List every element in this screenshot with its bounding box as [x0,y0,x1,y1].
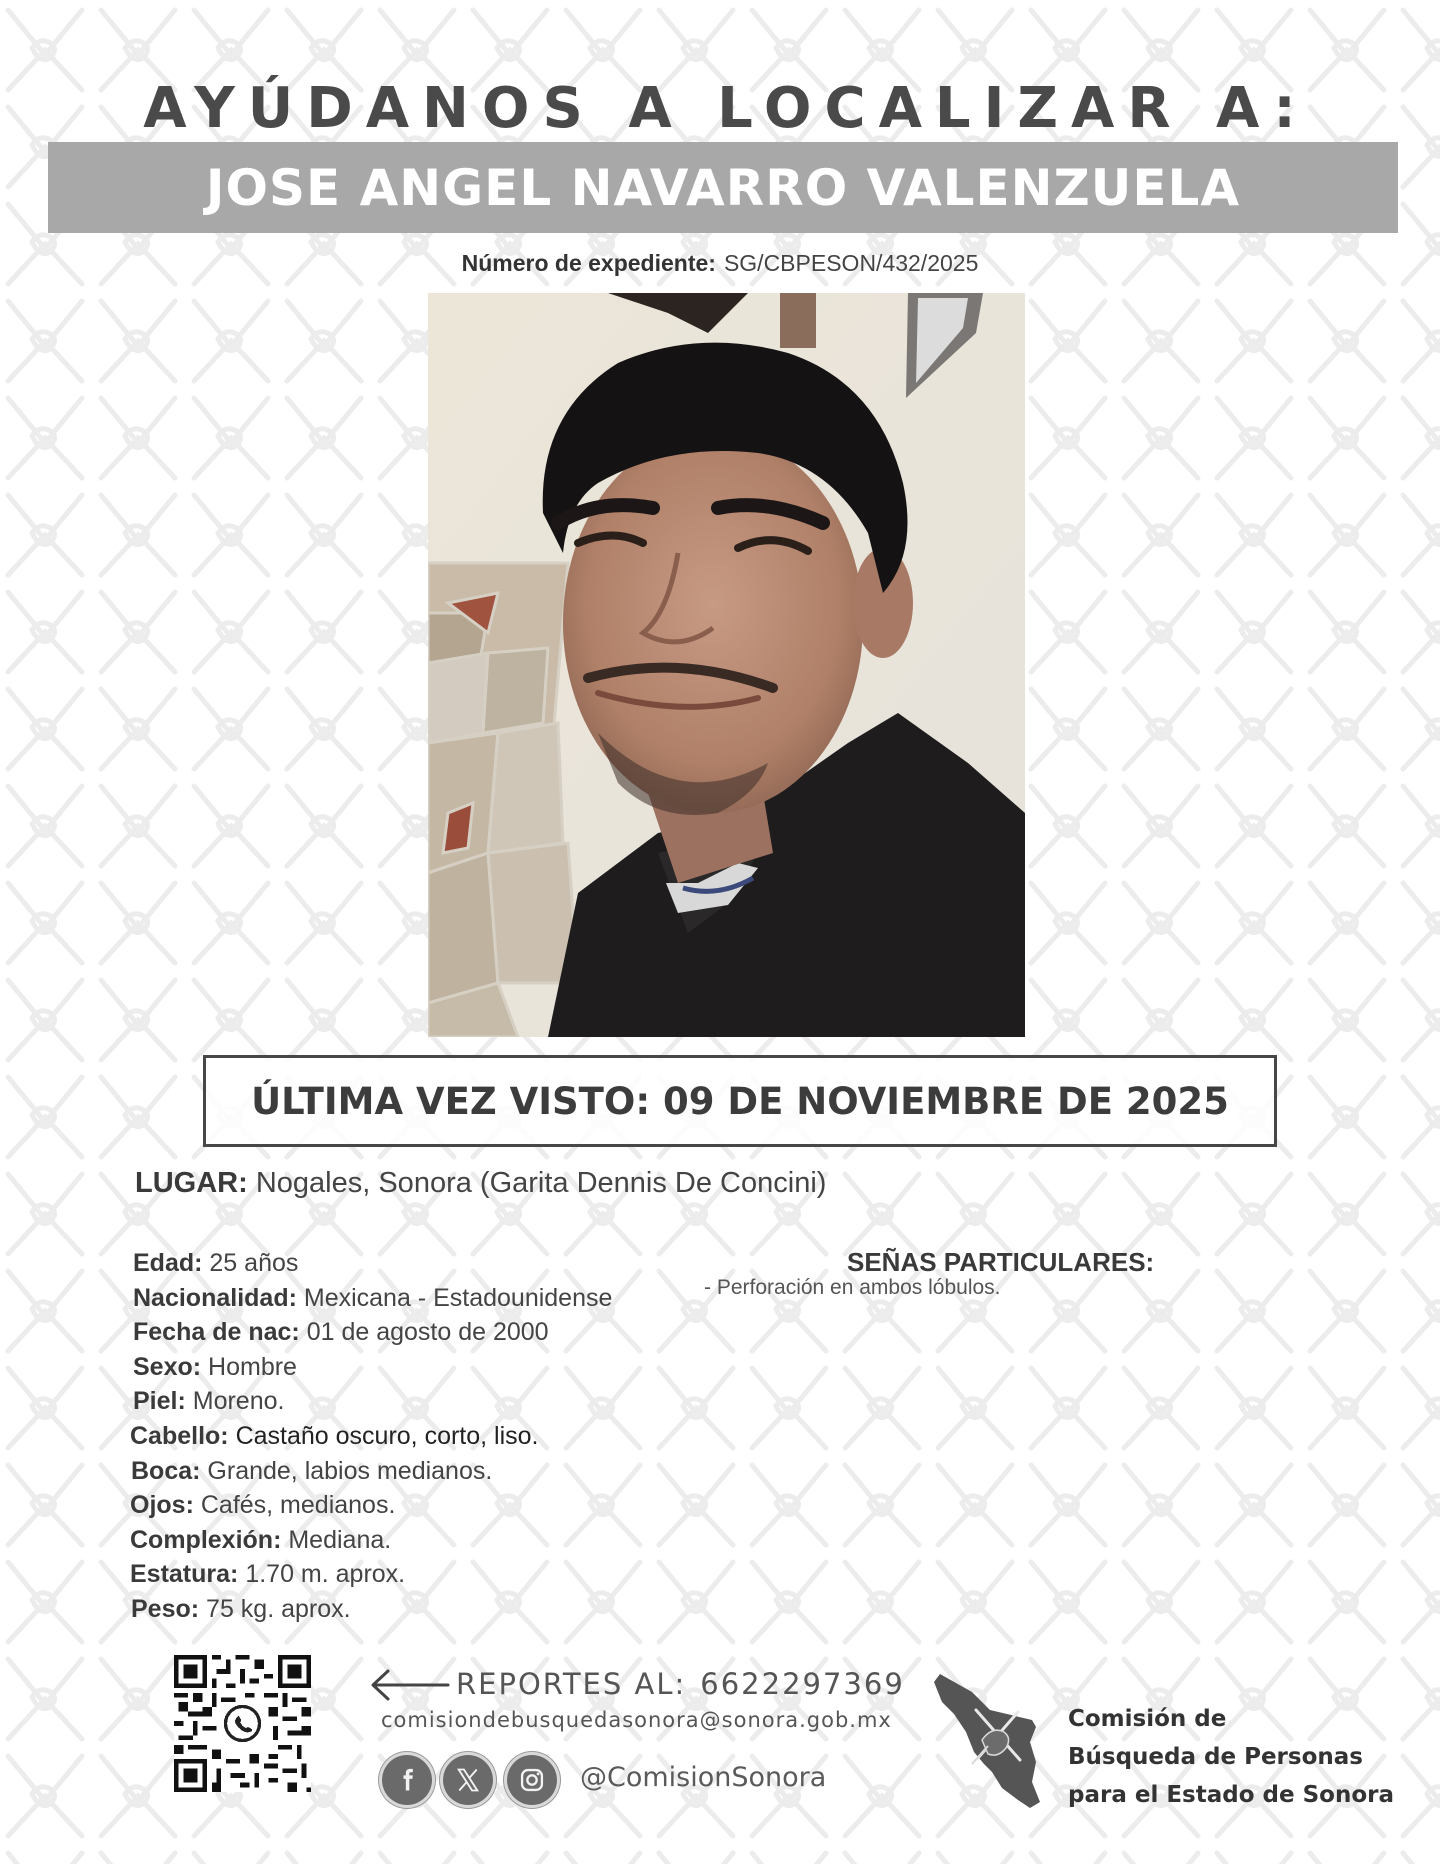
distinguishing-marks-title: SEÑAS PARTICULARES: [847,1247,1155,1277]
detail-label: Cabello: [130,1421,229,1450]
sonora-map-logo-icon [932,1672,1047,1810]
detail-value: 1.70 m. aprox. [245,1560,406,1589]
detail-value: 25 años [209,1249,299,1277]
detail-label: Edad: [133,1249,203,1277]
detail-value: Mediana. [288,1525,392,1554]
page-title: AYÚDANOS A LOCALIZAR A: [143,76,1309,141]
location [135,1166,826,1200]
last-seen-box [203,1055,1277,1147]
detail-value: 75 kg. aprox. [206,1594,351,1623]
location-value: Nogales, Sonora (Garita Dennis De Concini) [255,1167,827,1199]
case-number [0,248,1440,278]
organization-name [1068,1700,1394,1814]
detail-label: Piel: [133,1387,186,1416]
detail-row-sexo [133,1352,612,1387]
whatsapp-qr-code[interactable] [174,1655,311,1792]
detail-value: Grande, labios medianos. [207,1456,493,1485]
x-twitter-button[interactable] [443,1755,493,1805]
org-line-2: Búsqueda de Personas [1068,1744,1363,1770]
detail-row-nacionalidad [133,1283,612,1318]
detail-row-edad [133,1248,612,1283]
detail-value: Mexicana - Estadounidense [303,1283,613,1312]
detail-value: Cafés, medianos. [200,1491,396,1520]
detail-value: Moreno. [192,1387,285,1416]
detail-value: Hombre [208,1352,297,1381]
contact-email[interactable]: comisiondebusquedasonora@sonora.gob.mx [381,1708,892,1732]
detail-row-boca [131,1456,612,1491]
report-label: REPORTES AL: [456,1667,687,1701]
report-phone-number[interactable]: 6622297369 [700,1667,905,1701]
social-handle[interactable]: @ComisionSonora [580,1762,827,1793]
facebook-button[interactable] [382,1755,432,1805]
detail-label: Peso: [131,1594,200,1623]
location-label: LUGAR: [135,1167,248,1199]
physical-details-list [130,1248,613,1629]
person-name-banner [48,142,1398,233]
detail-row-complexion [130,1525,612,1560]
detail-label: Boca: [131,1456,201,1485]
detail-row-estatura [130,1559,612,1594]
detail-value: Castaño oscuro, corto, liso. [235,1421,539,1450]
detail-label: Complexión: [130,1525,282,1554]
last-seen-date: ÚLTIMA VEZ VISTO: 09 DE NOVIEMBRE DE 2025 [251,1079,1229,1123]
case-number-value: SG/CBPESON/432/2025 [723,250,979,276]
detail-row-fecha-nac [133,1317,612,1352]
arrow-left-icon [370,1668,450,1702]
detail-row-cabello [130,1421,612,1456]
org-line-3: para el Estado de Sonora [1068,1782,1395,1808]
org-line-1: Comisión de [1068,1706,1227,1732]
person-name: JOSE ANGEL NAVARRO VALENZUELA [205,158,1241,217]
case-number-label: Número de expediente: [461,250,716,276]
missing-person-photo [428,293,1025,1037]
report-phone-line [456,1666,905,1702]
detail-value: 01 de agosto de 2000 [306,1318,549,1347]
instagram-icon [518,1766,546,1794]
detail-label: Sexo: [133,1352,202,1381]
detail-row-peso [131,1594,612,1629]
detail-label: Fecha de nac: [133,1318,300,1347]
detail-label: Nacionalidad: [133,1283,297,1312]
facebook-icon [393,1766,421,1794]
detail-row-ojos [130,1490,612,1525]
x-icon [454,1766,482,1794]
distinguishing-mark-item: - Perforación en ambos lóbulos. [704,1276,1001,1299]
detail-label: Ojos: [130,1491,194,1520]
detail-label: Estatura: [130,1560,239,1589]
detail-row-piel [133,1386,612,1421]
instagram-button[interactable] [507,1755,557,1805]
